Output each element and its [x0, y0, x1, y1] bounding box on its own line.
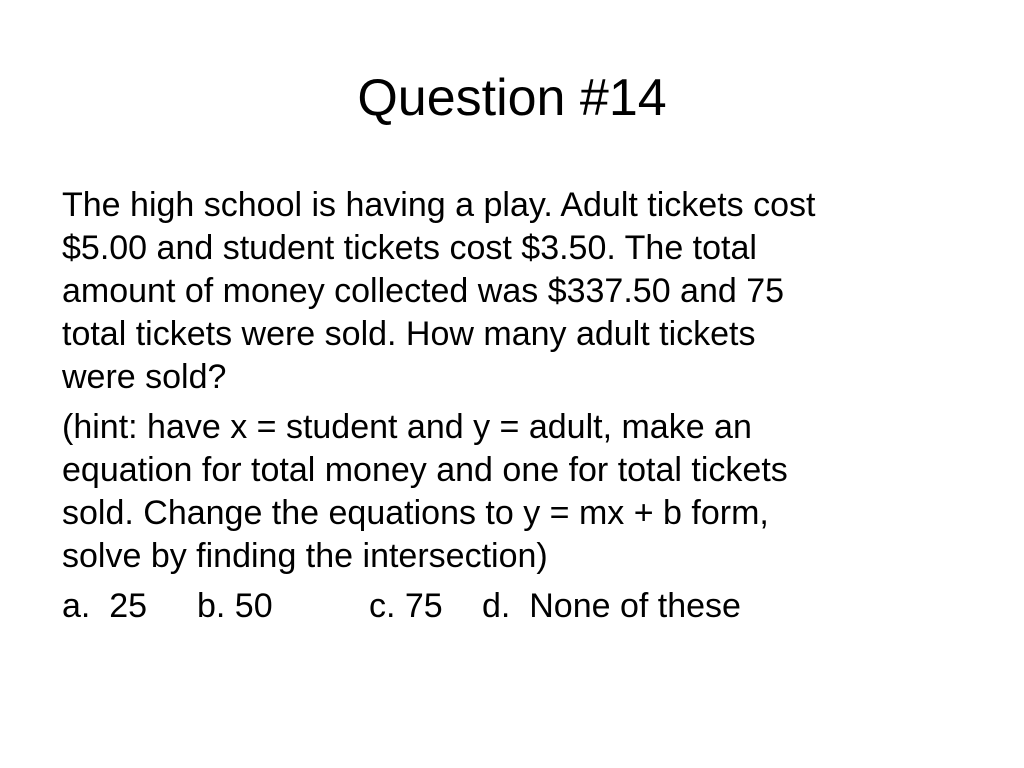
hint-line: equation for total money and one for total tickets — [62, 451, 788, 489]
answer-choice-b: b. 50 — [197, 587, 273, 625]
hint-line: (hint: have x = student and y = adult, make an — [62, 408, 752, 446]
question-line: $5.00 and student tickets cost $3.50. The total — [62, 229, 757, 267]
slide-body — [62, 184, 972, 628]
question-line: The high school is having a play. Adult tickets cost — [62, 186, 816, 224]
answer-choice-d: d. None of these — [482, 587, 741, 625]
question-line: total tickets were sold. How many adult tickets — [62, 315, 756, 353]
hint-text — [62, 406, 972, 578]
hint-line: solve by finding the intersection) — [62, 537, 548, 575]
question-text — [62, 184, 972, 399]
slide-title: Question #14 — [357, 69, 667, 127]
hint-line: sold. Change the equations to y = mx + b form, — [62, 494, 769, 532]
question-line: amount of money collected was $337.50 and 75 — [62, 272, 785, 310]
answer-choice-c: c. 75 — [369, 587, 443, 625]
answer-choice-a: a. 25 — [62, 587, 148, 625]
question-line: were sold? — [62, 358, 227, 396]
answer-choices — [62, 585, 972, 628]
